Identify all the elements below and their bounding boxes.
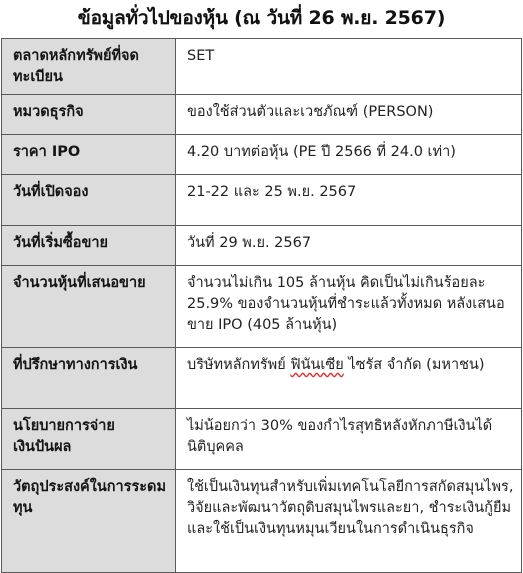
row-label-first-trading-date: วันที่เริ่มซื้อขาย xyxy=(2,226,176,266)
row-label-financial-advisor: ที่ปรึกษาทางการเงิน xyxy=(2,348,176,409)
row-value-exchange: SET xyxy=(176,39,522,95)
row-label-dividend-policy: นโยบายการจ่ายเงินปันผล xyxy=(2,409,176,470)
row-value-use-of-proceeds: ใช้เป็นเงินทุนสำหรับเพิ่มเทคโนโลยีการสกัดสมุนไพร, วิจัยและพัฒนาวัตถุดิบสมุนไพรและยา, ชำระเงินกู้ยืม และใช้เป็นเงินทุนหมุนเวียนในการดำเนินธุรกิจ xyxy=(176,470,522,573)
row-label-shares-offered: จำนวนหุ้นที่เสนอขาย xyxy=(2,266,176,348)
table-row xyxy=(2,135,522,175)
row-label-subscription-date: วันที่เปิดจอง xyxy=(2,175,176,226)
row-value-financial-advisor xyxy=(176,348,522,409)
spellcheck-flagged-word: ฟินันเซีย xyxy=(290,357,344,373)
row-label-sector: หมวดธุรกิจ xyxy=(2,95,176,135)
table-row xyxy=(2,226,522,266)
table-row xyxy=(2,266,522,348)
row-value-sector: ของใช้ส่วนตัวและเวชภัณฑ์ (PERSON) xyxy=(176,95,522,135)
page-title: ข้อมูลทั่วไปของหุ้น (ณ วันที่ 26 พ.ย. 2567) xyxy=(77,7,446,29)
row-label-ipo-price: ราคา IPO xyxy=(2,135,176,175)
table-row xyxy=(2,470,522,573)
row-label-exchange: ตลาดหลักทรัพย์ที่จดทะเบียน xyxy=(2,39,176,95)
row-label-use-of-proceeds: วัตถุประสงค์ในการระดมทุน xyxy=(2,470,176,573)
table-row xyxy=(2,175,522,226)
row-value-shares-offered: จำนวนไม่เกิน 105 ล้านหุ้น คิดเป็นไม่เกินร้อยละ 25.9% ของจำนวนหุ้นที่ชำระแล้วทั้งหมด หลังเสนอขาย IPO (405 ล้านหุ้น) xyxy=(176,266,522,348)
row-value-ipo-price: 4.20 บาทต่อหุ้น (PE ปี 2566 ที่ 24.0 เท่า) xyxy=(176,135,522,175)
table-row xyxy=(2,409,522,470)
advisor-name-part: ไซรัส จำกัด (มหาชน) xyxy=(343,357,485,373)
table-row xyxy=(2,39,522,95)
advisor-name-part: บริษัทหลักทรัพย์ xyxy=(187,357,291,373)
table-row xyxy=(2,348,522,409)
row-value-first-trading-date: วันที่ 29 พ.ย. 2567 xyxy=(176,226,522,266)
stock-info-table xyxy=(1,38,522,573)
row-value-dividend-policy: ไม่น้อยกว่า 30% ของกำไรสุทธิหลังหักภาษีเงินได้นิติบุคคล xyxy=(176,409,522,470)
row-value-subscription-date: 21-22 และ 25 พ.ย. 2567 xyxy=(176,175,522,226)
table-row xyxy=(2,95,522,135)
